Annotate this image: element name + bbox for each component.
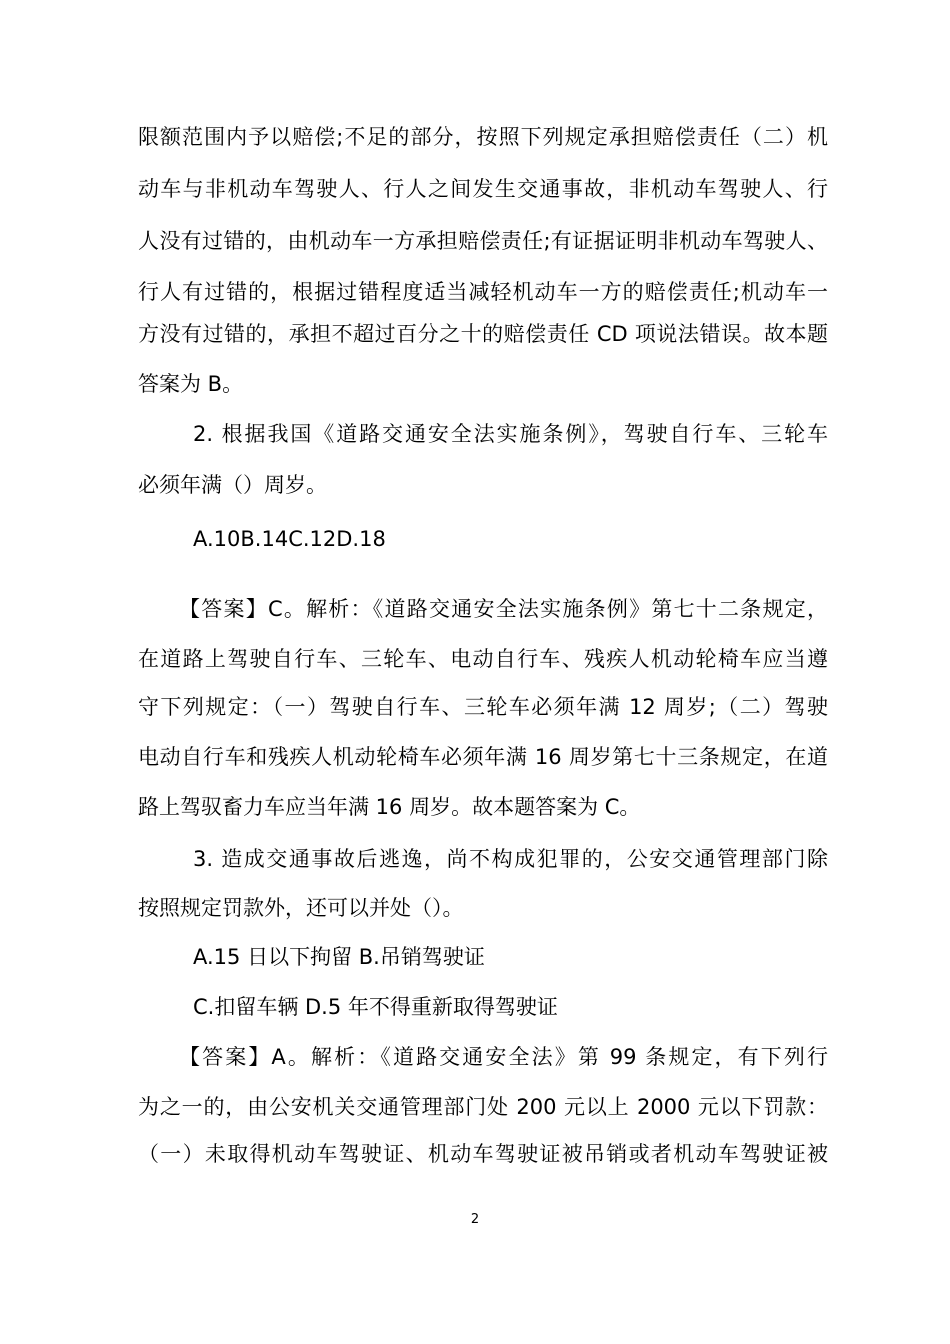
answer-line: 电动自行车和残疾人机动轮椅车必须年满 16 周岁第七十三条规定，在道 — [138, 745, 828, 769]
question-options: C.扣留车辆 D.5 年不得重新取得驾驶证 — [193, 995, 558, 1019]
paragraph-line: 人没有过错的，由机动车一方承担赔偿责任;有证据证明非机动车驾驶人、 — [138, 229, 828, 253]
answer-line: 【答案】A。解析：《道路交通安全法》第 99 条规定，有下列行 — [179, 1045, 828, 1069]
paragraph-line: 行人有过错的，根据过错程度适当减轻机动车一方的赔偿责任;机动车一 — [138, 280, 828, 304]
answer-line: 在道路上驾驶自行车、三轮车、电动自行车、残疾人机动轮椅车应当遵 — [138, 647, 828, 671]
answer-line: 为之一的，由公安机关交通管理部门处 200 元以上 2000 元以下罚款： — [138, 1095, 828, 1119]
question-options: A.15 日以下拘留 B.吊销驾驶证 — [193, 945, 485, 969]
answer-line: 守下列规定：（一）驾驶自行车、三轮车必须年满 12 周岁;（二）驾驶 — [138, 695, 828, 719]
paragraph-line: 答案为 B。 — [138, 372, 244, 396]
answer-line: （一）未取得机动车驾驶证、机动车驾驶证被吊销或者机动车驾驶证被 — [138, 1142, 828, 1166]
question-line: 2. 根据我国《道路交通安全法实施条例》，驾驶自行车、三轮车 — [193, 422, 828, 446]
answer-line: 路上驾驭畜力车应当年满 16 周岁。故本题答案为 C。 — [138, 795, 641, 819]
paragraph-line: 方没有过错的，承担不超过百分之十的赔偿责任 CD 项说法错误。故本题 — [138, 322, 828, 346]
paragraph-line: 限额范围内予以赔偿;不足的部分，按照下列规定承担赔偿责任（二）机 — [138, 125, 828, 149]
paragraph-line: 动车与非机动车驾驶人、行人之间发生交通事故，非机动车驾驶人、行 — [138, 177, 828, 201]
question-line: 必须年满（）周岁。 — [138, 473, 327, 497]
answer-line: 【答案】C。解析：《道路交通安全法实施条例》第七十二条规定， — [179, 597, 828, 621]
page-number: 2 — [470, 1212, 480, 1227]
question-line: 3. 造成交通事故后逃逸，尚不构成犯罪的，公安交通管理部门除 — [193, 847, 828, 871]
question-options: A.10B.14C.12D.18 — [193, 527, 386, 551]
question-line: 按照规定罚款外，还可以并处（）。 — [138, 896, 464, 920]
